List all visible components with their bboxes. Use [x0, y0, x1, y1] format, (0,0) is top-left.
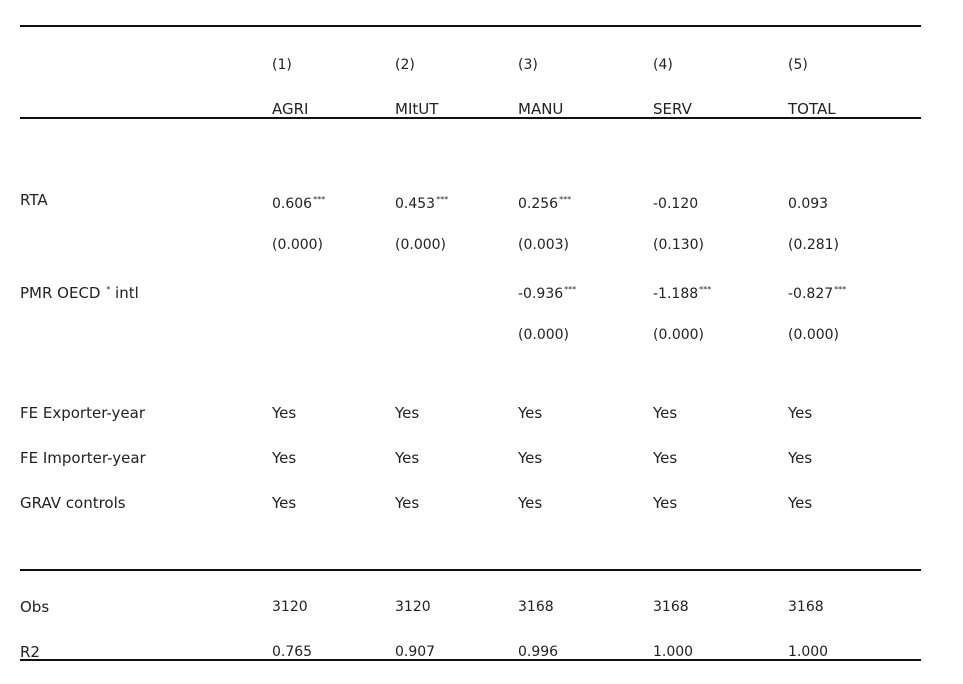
fe-importer-4: Yes [653, 449, 678, 467]
rta-pval-5: (0.281) [788, 237, 840, 253]
col-number-3: (3) [518, 57, 538, 73]
col-name-5: TOTAL [788, 100, 836, 118]
rta-pval-4: (0.130) [653, 237, 705, 253]
stats-rule [20, 569, 921, 571]
bottom-rule [20, 659, 921, 661]
pmr-coef-3: -0.936*** [518, 285, 577, 302]
col-number-2: (2) [395, 57, 415, 73]
col-number-1: (1) [272, 57, 292, 73]
obs-2: 3120 [395, 599, 431, 615]
fe-exporter-1: Yes [272, 404, 297, 422]
grav-5: Yes [788, 494, 813, 512]
fe-importer-5: Yes [788, 449, 813, 467]
pmr-coef-4: -1.188*** [653, 285, 712, 302]
col-number-4: (4) [653, 57, 673, 73]
fe-exporter-2: Yes [395, 404, 420, 422]
header-rule [20, 117, 921, 119]
fe-exporter-3: Yes [518, 404, 543, 422]
pmr-pval-5: (0.000) [788, 327, 840, 343]
grav-4: Yes [653, 494, 678, 512]
col-number-5: (5) [788, 57, 808, 73]
obs-1: 3120 [272, 599, 308, 615]
grav-3: Yes [518, 494, 543, 512]
col-name-3: MANU [518, 100, 564, 118]
col-name-4: SERV [653, 100, 692, 118]
row-label-obs: Obs [20, 598, 50, 616]
pmr-pval-3: (0.000) [518, 327, 570, 343]
row-label-r2: R2 [20, 643, 40, 661]
rta-pval-1: (0.000) [272, 237, 324, 253]
fe-importer-1: Yes [272, 449, 297, 467]
row-label-rta: RTA [20, 191, 48, 209]
rta-coef-1: 0.606*** [272, 195, 326, 212]
col-name-2: MItUT [395, 100, 439, 118]
top-rule [20, 25, 921, 27]
col-name-1: AGRI [272, 100, 309, 118]
obs-5: 3168 [788, 599, 824, 615]
grav-1: Yes [272, 494, 297, 512]
fe-exporter-4: Yes [653, 404, 678, 422]
fe-importer-2: Yes [395, 449, 420, 467]
rta-coef-4: -0.120 [653, 196, 699, 212]
rta-pval-2: (0.000) [395, 237, 447, 253]
row-label-fe-exporter: FE Exporter-year [20, 404, 146, 422]
row-label-pmr: PMR OECD * intl [20, 284, 139, 302]
obs-4: 3168 [653, 599, 689, 615]
obs-3: 3168 [518, 599, 554, 615]
r2-5: 1.000 [788, 644, 829, 660]
grav-2: Yes [395, 494, 420, 512]
fe-exporter-5: Yes [788, 404, 813, 422]
r2-3: 0.996 [518, 644, 559, 660]
row-label-fe-importer: FE Importer-year [20, 449, 146, 467]
pmr-coef-5: -0.827*** [788, 285, 847, 302]
rta-coef-5: 0.093 [788, 196, 829, 212]
r2-1: 0.765 [272, 644, 313, 660]
rta-coef-3: 0.256*** [518, 195, 572, 212]
row-label-grav: GRAV controls [20, 494, 126, 512]
r2-4: 1.000 [653, 644, 694, 660]
rta-pval-3: (0.003) [518, 237, 570, 253]
r2-2: 0.907 [395, 644, 436, 660]
pmr-pval-4: (0.000) [653, 327, 705, 343]
rta-coef-2: 0.453*** [395, 195, 449, 212]
fe-importer-3: Yes [518, 449, 543, 467]
